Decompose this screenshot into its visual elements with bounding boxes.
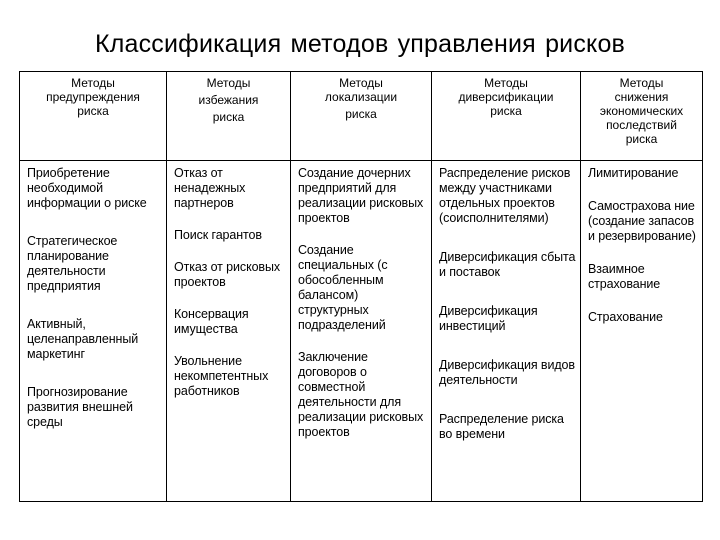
header-line: Методы [71, 76, 115, 90]
header-line: Методы [206, 76, 251, 90]
list-item: Консервация имущества [174, 307, 249, 336]
list-item: Диверсификация видов деятельности [439, 358, 575, 387]
header-line: Методы [619, 76, 664, 90]
list-item: Активный, целенаправленный маркетинг [27, 317, 139, 361]
list-item: Создание дочерних предприятий для реализации рисковых проектов [298, 166, 424, 225]
header-localization-methods [291, 72, 432, 161]
list-item: Распределение риска во времени [439, 412, 564, 441]
header-line: последствий [606, 118, 677, 132]
list-item: Стратегическое планирование деятельности предприятия [27, 234, 118, 293]
list-item: Страхование [588, 310, 663, 324]
list-item: Отказ от ненадежных партнеров [174, 166, 246, 210]
list-item: Создание специальных (с обособленным балансом) структурных подразделений [298, 243, 388, 332]
list-item: Прогнозирование развития внешней среды [27, 385, 133, 429]
page-title: Классификация методов управления рисков [94, 30, 626, 58]
localization-methods-cell [291, 161, 432, 502]
list-item: Приобретение необходимой информации о риске [27, 166, 147, 210]
header-line: риска [345, 107, 377, 121]
header-line: риска [77, 104, 109, 118]
list-item: Диверсификация сбыта и поставок [439, 250, 576, 279]
header-line: риска [625, 132, 658, 146]
header-line: избежания [198, 93, 259, 107]
header-consequence-reduction-methods [581, 72, 703, 161]
header-line: локализации [324, 90, 398, 104]
methods-classification-table [19, 71, 703, 502]
diversification-methods-cell [432, 161, 581, 502]
list-item: Заключение договоров о совместной деятельности для реализации рисковых проектов [298, 350, 424, 439]
list-item: Лимитирование [588, 166, 679, 180]
header-line: экономических [599, 104, 684, 118]
table-header-row [20, 72, 703, 161]
header-diversification-methods [432, 72, 581, 161]
list-item: Отказ от рисковых проектов [174, 260, 281, 289]
avoidance-methods-cell [167, 161, 291, 502]
header-line: предупреждения [46, 90, 140, 104]
header-avoidance-methods [167, 72, 291, 161]
header-line: риска [212, 110, 245, 124]
header-line: снижения [614, 90, 669, 104]
consequence-reduction-methods-cell [581, 161, 703, 502]
list-item: Диверсификация инвестиций [439, 304, 538, 333]
header-line: Методы [484, 76, 528, 90]
prevention-methods-cell [20, 161, 167, 502]
header-prevention-methods [20, 72, 167, 161]
list-item: Поиск гарантов [174, 228, 262, 242]
header-line: диверсификации [458, 90, 554, 104]
list-item: Распределение рисков между участниками отдельных проектов (соисполнителями) [439, 166, 571, 225]
list-item: Самострахова ние (создание запасов и резервирование) [588, 199, 696, 243]
list-item: Увольнение некомпетентных работников [174, 354, 269, 398]
header-line: риска [490, 104, 522, 118]
list-item: Взаимное страхование [588, 262, 661, 291]
header-line: Методы [339, 76, 383, 90]
table-body-row [20, 161, 703, 502]
